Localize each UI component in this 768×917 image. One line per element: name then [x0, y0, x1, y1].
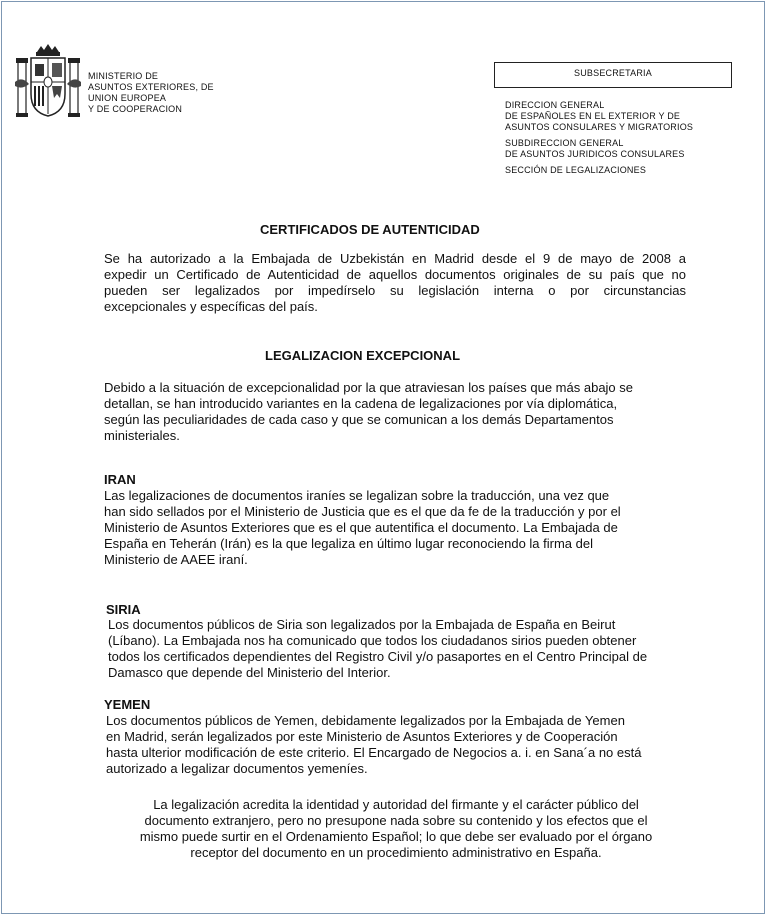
iran-title: IRAN	[104, 472, 136, 487]
ministry-line: MINISTERIO DE	[88, 71, 159, 81]
paragraph-line: documento extranjero, pero no presupone nada sobre su contenido y los efectos que el	[144, 813, 648, 828]
paragraph-line: pueden ser legalizados por impedírselo su legislación interna o por circunstancias	[104, 283, 686, 298]
yemen-title: YEMEN	[104, 697, 151, 712]
paragraph-line: en Madrid, serán legalizados por este Ministerio de Asuntos Exteriores y de Cooperación	[106, 729, 618, 744]
paragraph-line: Los documentos públicos de Yemen, debidamente legalizados por la Embajada de Yemen	[106, 713, 625, 728]
iran-paragraph	[104, 488, 694, 568]
ministry-line: ASUNTOS EXTERIORES, DE	[88, 82, 214, 92]
certificados-paragraph	[104, 251, 686, 315]
paragraph-line: ministeriales.	[104, 428, 180, 443]
seccion-label: SECCIÓN DE LEGALIZACIONES	[505, 165, 647, 175]
siria-title: SIRIA	[106, 602, 141, 617]
ministry-line: UNION EUROPEA	[88, 93, 167, 103]
paragraph-line: hasta ulterior modificación de este criterio. El Encargado de Negocios a. i. en Sana´a no está	[106, 745, 642, 760]
subsecretaria-box	[494, 62, 732, 88]
paragraph-line: todos los certificados dependientes del Registro Civil y/o pasaportes en el Centro Principal de	[108, 649, 648, 664]
yemen-paragraph	[106, 713, 696, 777]
paragraph-line: Debido a la situación de excepcionalidad por la que atraviesan los países que más abajo se	[104, 380, 634, 395]
paragraph-line: Damasco que depende del Ministerio del Interior.	[108, 665, 391, 680]
paragraph-line: receptor del documento en un procedimiento administrativo en España.	[190, 845, 602, 860]
direccion-general	[505, 100, 745, 133]
paragraph-line: Se ha autorizado a la Embajada de Uzbekistán en Madrid desde el 9 de mayo de 2008 a	[104, 251, 686, 266]
ministry-line: Y DE COOPERACION	[88, 104, 183, 114]
siria-paragraph	[108, 617, 698, 681]
paragraph-line: expedir un Certificado de Autenticidad de aquellos documentos originales de su país que no	[104, 267, 686, 282]
subdireccion-line: SUBDIRECCION GENERAL	[505, 138, 624, 148]
seccion	[505, 165, 745, 176]
paragraph-line: según las peculiaridades de cada caso y que se comunican a los demás Departamentos	[104, 412, 614, 427]
direccion-line: DIRECCION GENERAL	[505, 100, 605, 110]
subdireccion-general	[505, 138, 745, 160]
subdireccion-line: DE ASUNTOS JURIDICOS CONSULARES	[505, 149, 685, 159]
paragraph-line: mismo puede surtir en el Ordenamiento Español; lo que debe ser evaluado por el órgano	[139, 829, 653, 844]
paragraph-line: detallan, se han introducido variantes en la cadena de legalizaciones por vía diplomática,	[104, 396, 618, 411]
legalizacion-note	[104, 797, 688, 861]
paragraph-line: han sido sellados por el Ministerio de Justicia que es el que da fe de la traducción y por el	[104, 504, 621, 519]
paragraph-line: España en Teherán (Irán) es la que legaliza en último lugar reconociendo la firma del	[104, 536, 593, 551]
paragraph-line: autorizado a legalizar documentos yemeníes.	[106, 761, 368, 776]
paragraph-line: Ministerio de Asuntos Exteriores que es el que autentifica el documento. La Embajada de	[104, 520, 618, 535]
paragraph-line: Ministerio de AAEE iraní.	[104, 552, 248, 567]
paragraph-line: Las legalizaciones de documentos iraníes se legalizan sobre la traducción, una vez que	[104, 488, 610, 503]
legalizacion-paragraph	[104, 380, 694, 444]
paragraph-line: La legalización acredita la identidad y autoridad del firmante y el carácter público del	[153, 797, 639, 812]
direccion-line: ASUNTOS CONSULARES Y MIGRATORIOS	[505, 122, 694, 132]
paragraph-line: (Líbano). La Embajada nos ha comunicado que todos los ciudadanos sirios pueden obtener	[108, 633, 637, 648]
legalizacion-title: LEGALIZACION EXCEPCIONAL	[265, 348, 461, 363]
subsecretaria-label: SUBSECRETARIA	[574, 68, 652, 78]
ministry-name	[88, 71, 248, 115]
certificados-title: CERTIFICADOS DE AUTENTICIDAD	[260, 222, 480, 237]
paragraph-line: excepcionales y específicas del país.	[104, 299, 318, 314]
direccion-line: DE ESPAÑOLES EN EL EXTERIOR Y DE	[505, 111, 681, 121]
coat-of-arms-logo	[15, 42, 81, 122]
paragraph-line: Los documentos públicos de Siria son legalizados por la Embajada de España en Beirut	[108, 617, 616, 632]
